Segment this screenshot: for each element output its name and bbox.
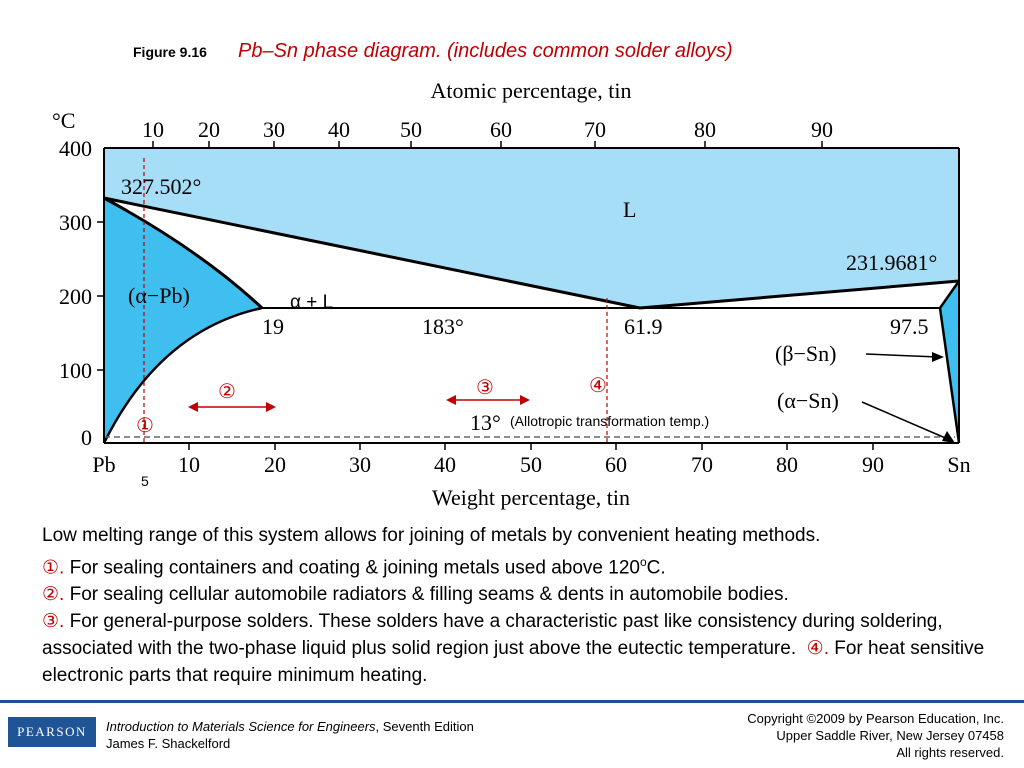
label-liquid: L	[623, 197, 637, 222]
book-edition: , Seventh Edition	[375, 719, 474, 734]
item-2	[42, 581, 1002, 608]
bottom-tick-30: 30	[349, 452, 371, 477]
item-1-text: For sealing containers and coating & joining metals used above 120	[64, 557, 640, 579]
item-3-text: For general-purpose solders. These solders have a characteristic past like consistency during soldering, associated with the two-phase liquid plus solid region just above the eutectic temperature.	[42, 611, 943, 660]
copyright-notice	[747, 710, 1004, 761]
label-mark-5: 5	[141, 473, 149, 489]
top-tick-90: 90	[811, 117, 833, 142]
top-tick-60: 60	[490, 117, 512, 142]
top-tick-30: 30	[263, 117, 285, 142]
marker-4: ④	[589, 373, 607, 397]
item-1-end: C.	[646, 557, 666, 579]
bottom-tick-70: 70	[691, 452, 713, 477]
bottom-tick-pb: Pb	[92, 452, 116, 477]
item-3-mark: ③.	[42, 611, 65, 633]
phase-diagram	[0, 60, 1024, 520]
label-alpha-sn: (α−Sn)	[777, 388, 839, 413]
book-title: Introduction to Materials Science for Engineers	[106, 719, 376, 734]
label-pb-melting: 327.502°	[121, 174, 202, 199]
item-1-mark: ①.	[42, 557, 65, 579]
top-tick-80: 80	[694, 117, 716, 142]
label-alpha-plus-l: α + L	[290, 292, 334, 313]
bottom-tick-10: 10	[178, 452, 200, 477]
top-tick-70: 70	[584, 117, 606, 142]
item-1-superscript: o	[639, 555, 647, 569]
top-axis-ticks	[153, 141, 822, 148]
item-4-text: For heat sensitive electronic parts that require minimum heating.	[42, 638, 985, 687]
y-tick-0: 0	[81, 425, 92, 450]
label-beta-sn: (β−Sn)	[775, 341, 837, 366]
y-tick-200: 200	[59, 284, 92, 309]
label-allotropic-temp: 13°	[470, 410, 501, 435]
top-tick-20: 20	[198, 117, 220, 142]
bottom-tick-50: 50	[520, 452, 542, 477]
pearson-logo: PEARSON	[8, 717, 96, 747]
top-tick-50: 50	[400, 117, 422, 142]
top-tick-10: 10	[142, 117, 164, 142]
top-tick-40: 40	[328, 117, 350, 142]
figure-caption: Pb–Sn phase diagram. (includes common solder alloys)	[238, 40, 733, 62]
marker-3: ③	[476, 375, 494, 399]
bottom-tick-40: 40	[434, 452, 456, 477]
label-alpha-pb: (α−Pb)	[128, 283, 190, 308]
item-2-mark: ②.	[42, 584, 65, 606]
item-1	[42, 549, 1002, 581]
copyright-line-2: Upper Saddle River, New Jersey 07458	[776, 728, 1004, 743]
label-allotropic-note: (Allotropic transformation temp.)	[510, 413, 710, 429]
book-author: James F. Shackelford	[106, 736, 231, 751]
footer-divider	[0, 700, 1024, 703]
bottom-tick-sn: Sn	[947, 452, 971, 477]
top-axis-title: Atomic percentage, tin	[430, 78, 632, 103]
y-unit-label: °C	[52, 108, 76, 133]
bottom-axis-title: Weight percentage, tin	[432, 485, 630, 510]
figure-number: Figure 9.16	[133, 44, 207, 60]
y-axis-ticks	[97, 222, 104, 370]
y-tick-400: 400	[59, 136, 92, 161]
label-eutectic-comp: 61.9	[624, 314, 663, 339]
label-eutectic-temp: 183°	[422, 314, 464, 339]
label-solvus-19: 19	[262, 314, 284, 339]
book-info	[106, 718, 474, 752]
label-sn-melting: 231.9681°	[846, 250, 938, 275]
bottom-tick-90: 90	[862, 452, 884, 477]
y-tick-300: 300	[59, 210, 92, 235]
y-tick-100: 100	[59, 358, 92, 383]
bottom-tick-20: 20	[264, 452, 286, 477]
marker-1: ①	[136, 413, 154, 437]
item-2-text: For sealing cellular automobile radiators & filling seams & dents in automobile bodies.	[64, 584, 789, 606]
intro-line: Low melting range of this system allows for joining of metals by convenient heating methods.	[42, 525, 821, 546]
copyright-line-3: All rights reserved.	[896, 745, 1004, 760]
bottom-axis-ticks	[189, 443, 873, 450]
marker-2: ②	[218, 379, 236, 403]
item-4-mark: ④.	[806, 638, 829, 660]
explanatory-text	[42, 522, 1002, 689]
item-3-and-4	[42, 608, 1002, 689]
label-sn-side-comp: 97.5	[890, 314, 929, 339]
bottom-tick-80: 80	[776, 452, 798, 477]
copyright-line-1: Copyright ©2009 by Pearson Education, Inc.	[747, 711, 1004, 726]
bottom-tick-60: 60	[605, 452, 627, 477]
